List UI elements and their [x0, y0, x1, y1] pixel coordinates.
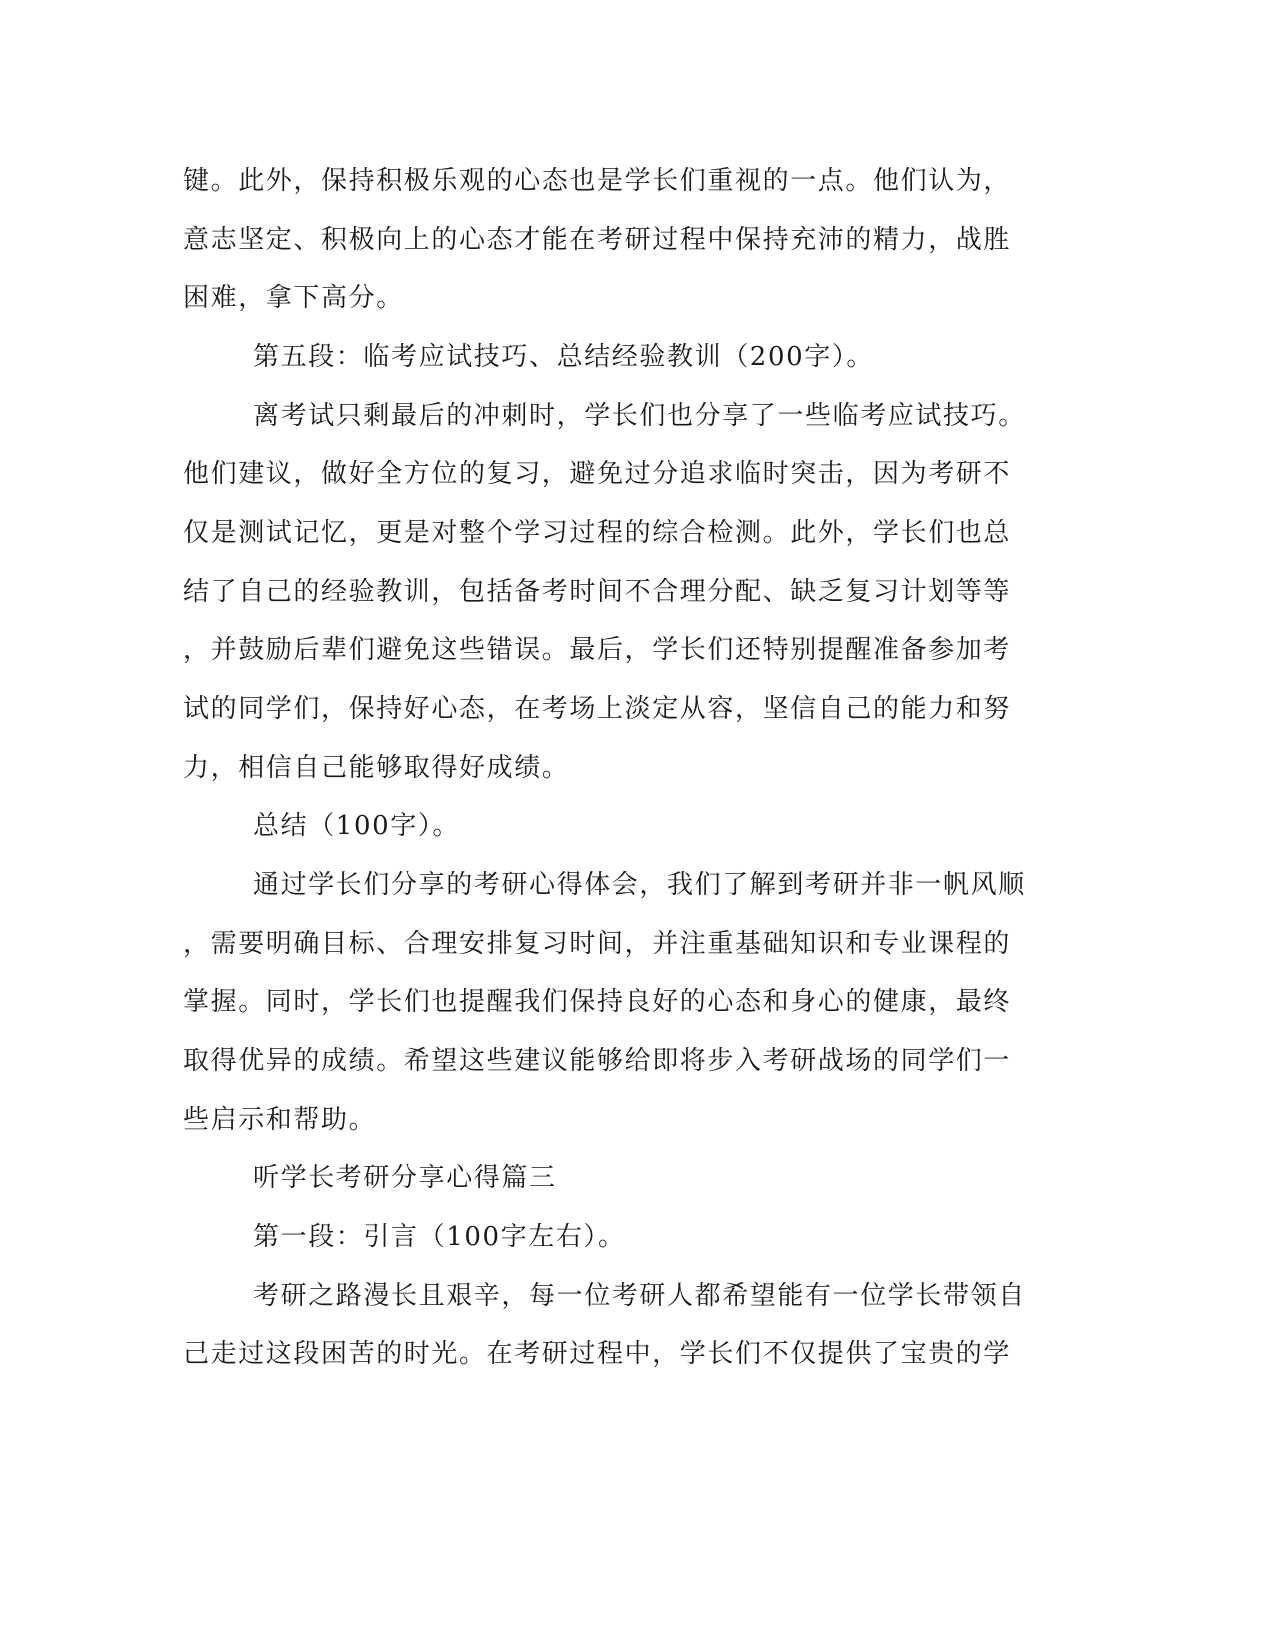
body-text-line: 己走过这段困苦的时光。在考研过程中，学长们不仅提供了宝贵的学 [183, 1339, 1012, 1369]
body-text-line: 困难，拿下高分。 [183, 283, 404, 313]
body-text-line: 意志坚定、积极向上的心态才能在考研过程中保持充沛的精力，战胜 [183, 225, 1012, 255]
body-text-line: 掌握。同时，学长们也提醒我们保持良好的心态和身心的健康，最终 [183, 987, 1012, 1017]
section-heading: 总结（100字）。 [253, 811, 461, 841]
body-text-line: 些启示和帮助。 [183, 1105, 377, 1135]
body-text-line: 仅是测试记忆，更是对整个学习过程的综合检测。此外，学长们也总 [183, 518, 1012, 548]
body-text-line: 考研之路漫长且艰辛，每一位考研人都希望能有一位学长带领自 [253, 1281, 1026, 1311]
body-text-line: 取得优异的成绩。希望这些建议能够给即将步入考研战场的同学们一 [183, 1046, 1012, 1076]
body-text-line: 他们建议，做好全方位的复习，避免过分追求临时突击，因为考研不 [183, 459, 1012, 489]
article-title: 听学长考研分享心得篇三 [253, 1163, 557, 1193]
body-text-line: 力，相信自己能够取得好成绩。 [183, 753, 570, 783]
section-heading: 第五段：临考应试技巧、总结经验教训（200字）。 [253, 342, 875, 372]
body-text-line: 通过学长们分享的考研心得体会，我们了解到考研并非一帆风顺 [253, 870, 1026, 900]
body-text-line: 离考试只剩最后的冲刺时，学长们也分享了一些临考应试技巧。 [253, 401, 1026, 431]
section-heading: 第一段：引言（100字左右）。 [253, 1222, 626, 1252]
body-text-line: 结了自己的经验教训，包括备考时间不合理分配、缺乏复习计划等等 [183, 577, 1012, 607]
body-text-line: ，并鼓励后辈们避免这些错误。最后，学长们还特别提醒准备参加考 [183, 635, 1012, 665]
body-text-line: 试的同学们，保持好心态，在考场上淡定从容，坚信自己的能力和努 [183, 694, 1012, 724]
body-text-line: ，需要明确目标、合理安排复习时间，并注重基础知识和专业课程的 [183, 929, 1012, 959]
body-text-line: 键。此外，保持积极乐观的心态也是学长们重视的一点。他们认为， [183, 166, 1012, 196]
